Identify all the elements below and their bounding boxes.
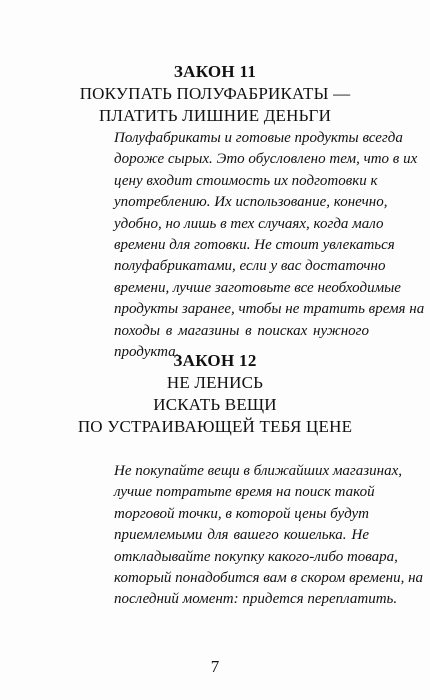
law-12-subtitle-line-2: ИСКАТЬ ВЕЩИ [153, 395, 277, 414]
law-11-subtitle-line-2: ПЛАТИТЬ ЛИШНИЕ ДЕНЬГИ [98, 106, 332, 125]
law-11-body [114, 128, 425, 363]
law-11-body-line: дороже сырых. Это обусловлено тем, что в их [114, 151, 418, 168]
law-11-body-line: походы в магазины в поисках нужного [114, 322, 369, 339]
law-12-subtitle-line-3: ПО УСТРАИВАЮЩЕЙ ТЕБЯ ЦЕНЕ [77, 417, 353, 436]
law-11-body-line: времени для готовки. Не стоит увлекаться [114, 236, 395, 253]
law-12-body-line: приемлемыми для вашего кошелька. Не [114, 527, 369, 544]
law-11-body-line: удобно, но лишь в тех случаях, когда мало [114, 215, 384, 232]
law-11-body-line: употреблению. Их использование, конечно, [114, 194, 388, 211]
law-11-title: ЗАКОН 11 [173, 62, 257, 81]
law-12-body-line: который понадобится вам в скором времени, на [114, 569, 424, 586]
page-number: 7 [210, 657, 220, 676]
law-11-body-line: продукта. [114, 343, 180, 360]
law-11-body-line: Полуфабрикаты и готовые продукты всегда [114, 130, 403, 146]
law-11-body-line: полуфабрикатами, если у вас достаточно [114, 258, 386, 275]
law-11-body-line: продукты заранее, чтобы не тратить время на [114, 301, 425, 318]
law-12-body-line: торговой точки, в которой цены будут [114, 505, 369, 522]
law-11-body-line: цену входит стоимость их подготовки к [114, 172, 378, 189]
law-12-subtitle-line-1: НЕ ЛЕНИСЬ [166, 373, 264, 392]
law-12-body-line: лучше потратьте время на поиск такой [114, 484, 375, 501]
law-12-body-line: Не покупайте вещи в ближайших магазинах, [114, 463, 402, 479]
law-12-body [114, 461, 424, 611]
law-12-body-line: откладывайте покупку какого-либо товара, [114, 548, 398, 565]
law-12-title: ЗАКОН 12 [173, 351, 257, 370]
law-11-body-line: времени, лучше заготовьте все необходимые [114, 279, 401, 296]
law-12-body-line: последний момент: придется переплатить. [114, 591, 398, 608]
law-11-subtitle-line-1: ПОКУПАТЬ ПОЛУФАБРИКАТЫ — [79, 84, 351, 103]
